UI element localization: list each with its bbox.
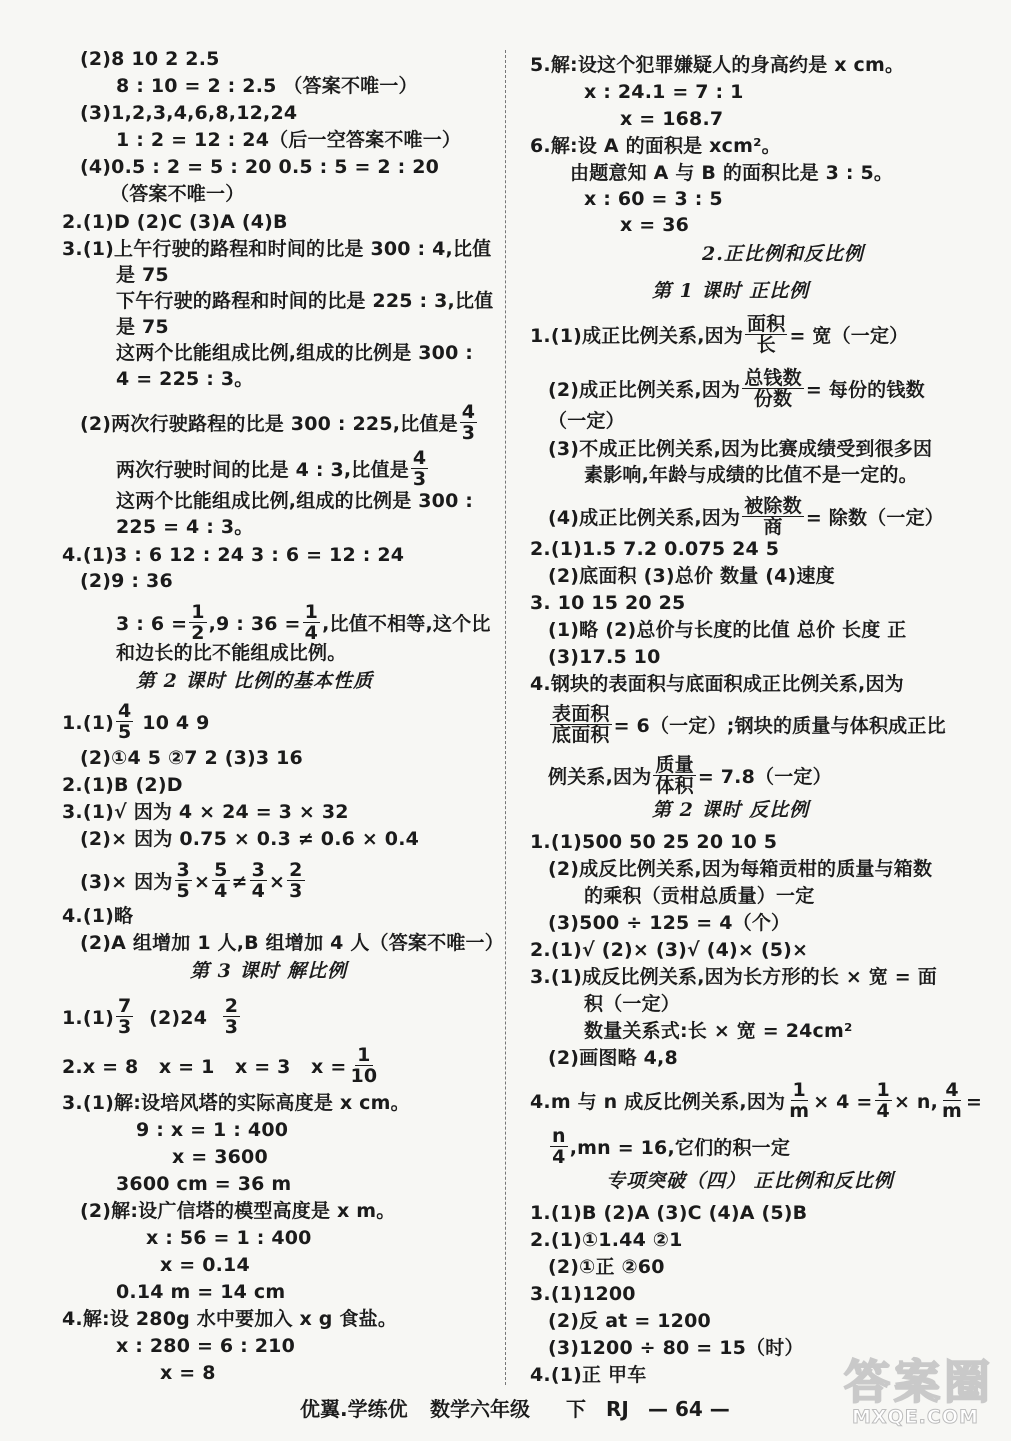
answer-line: 0.14 m = 14 cm xyxy=(116,1281,286,1303)
answer-line: 1 : 2 = 12 : 24（后一空答案不唯一） xyxy=(116,129,462,151)
numerator: 2 xyxy=(289,859,303,881)
answer-line: x : 280 = 6 : 210 xyxy=(116,1335,296,1357)
text: = 7.8（一定） xyxy=(697,766,832,788)
footer-edition: RJ xyxy=(606,1397,629,1421)
fraction xyxy=(223,996,240,1037)
answer-line: 8 : 10 = 2 : 2.5 （答案不唯一） xyxy=(116,75,418,97)
answer-line: 3.(1)成反比例关系,因为长方形的长 × 宽 = 面 xyxy=(530,966,937,988)
denominator: 长 xyxy=(756,334,776,356)
answer-line: x = 168.7 xyxy=(620,108,724,130)
denominator: 5 xyxy=(118,721,132,743)
answer-line: 6.解:设 A 的面积是 xcm²。 xyxy=(530,135,781,157)
denominator: 3 xyxy=(412,468,427,490)
answer-line: 数量关系式:长 × 宽 = 24cm² xyxy=(584,1020,853,1042)
answer-line-fraction xyxy=(116,601,491,645)
denominator: 3 xyxy=(289,880,303,902)
denominator: 底面积 xyxy=(552,724,610,746)
numerator: 1 xyxy=(304,601,319,623)
answer-line: 3600 cm = 36 m xyxy=(116,1173,292,1195)
answer-line: (2)9 : 36 xyxy=(80,570,173,592)
answer-line: （答案不唯一） xyxy=(110,183,245,205)
answer-line-fraction xyxy=(548,703,946,747)
fraction xyxy=(250,860,267,901)
answer-line: 这两个比能组成比例,组成的比例是 300 : xyxy=(116,342,474,364)
numerator: 面积 xyxy=(747,313,786,335)
answer-line-fraction xyxy=(548,1125,791,1169)
answer-line: (3)17.5 10 xyxy=(548,646,661,668)
answer-line-fraction xyxy=(62,700,210,744)
text: 10 4 9 xyxy=(135,712,210,734)
column-divider xyxy=(505,50,506,1385)
chapter-heading: 2.正比例和反比例 xyxy=(702,243,864,265)
fraction xyxy=(348,1045,379,1086)
answer-line: 2.(1)√ (2)× (3)√ (4)× (5)× xyxy=(530,939,809,961)
fraction xyxy=(212,860,229,901)
times-operator: × xyxy=(193,871,211,893)
fraction xyxy=(787,1080,811,1121)
answer-line-fraction xyxy=(62,995,242,1039)
fraction xyxy=(940,1080,964,1121)
answer-line: 4.(1)3 : 6 12 : 24 3 : 6 = 12 : 24 xyxy=(62,544,405,566)
section-heading: 第 3 课时 解比例 xyxy=(190,960,348,982)
answer-line: 2.(1)B (2)D xyxy=(62,774,183,796)
answer-line: 3. 10 15 20 25 xyxy=(530,592,686,614)
answer-line: 素影响,年龄与成绩的比值不是一定的。 xyxy=(584,464,918,486)
fraction xyxy=(287,860,304,901)
answer-line: (2)8 10 2 2.5 xyxy=(80,48,220,70)
answer-line: 3.(1)1200 xyxy=(530,1283,636,1305)
text: ,9 : 36 = xyxy=(208,613,301,635)
answer-line: 4.(1)略 xyxy=(62,905,134,927)
fraction xyxy=(550,1126,568,1167)
answer-line: (2)①4 5 ②7 2 (3)3 16 xyxy=(80,747,303,769)
text: 4.m 与 n 成反比例关系,因为 xyxy=(530,1091,786,1113)
answer-line: (2)× 因为 0.75 × 0.3 ≠ 0.6 × 0.4 xyxy=(80,828,420,850)
answer-line: （一定） xyxy=(548,410,625,432)
text: (3)× 因为 xyxy=(80,871,173,893)
denominator: 商 xyxy=(763,516,783,538)
text: 两次行驶时间的比是 4 : 3,比值是 xyxy=(116,459,409,481)
answer-line: 和边长的比不能组成比例。 xyxy=(116,642,347,664)
numerator: 被除数 xyxy=(744,495,802,517)
answer-line: (3)1200 ÷ 80 = 15（时） xyxy=(548,1337,804,1359)
answer-line-fraction xyxy=(530,313,909,357)
answer-line: 4.(1)正 甲车 xyxy=(530,1364,647,1386)
answer-line: 9 : x = 1 : 400 xyxy=(136,1119,289,1141)
numerator: 4 xyxy=(461,401,476,423)
denominator: 4 xyxy=(251,880,266,902)
text: × n, xyxy=(893,1091,939,1113)
denominator: 4 xyxy=(214,880,228,902)
denominator: 5 xyxy=(176,880,190,902)
text: 3 : 6 = xyxy=(116,613,188,635)
answer-line-fraction xyxy=(80,859,307,903)
answer-line: (2)画图略 4,8 xyxy=(548,1047,678,1069)
text: = 6（一定）;钢块的质量与体积成正比 xyxy=(613,715,946,737)
answer-line: (2)反 at = 1200 xyxy=(548,1310,711,1332)
text: ,mn = 16,它们的积一定 xyxy=(569,1137,791,1159)
answer-line: 是 75 xyxy=(116,316,169,338)
answer-line: (2)解:设广信塔的模型高度是 x m。 xyxy=(80,1200,396,1222)
answer-line: 1.(1)500 50 25 20 10 5 xyxy=(530,831,778,853)
fraction xyxy=(116,701,133,742)
answer-line: 下午行驶的路程和时间的比是 225 : 3,比值 xyxy=(116,290,494,312)
text: 1.(1) xyxy=(62,712,115,734)
fraction xyxy=(653,755,695,796)
text: (2)24 xyxy=(135,1007,221,1029)
denominator: m xyxy=(942,1100,963,1122)
fraction xyxy=(745,314,787,355)
not-equal-operator: ≠ xyxy=(231,871,248,893)
denominator: 4 xyxy=(552,1146,566,1168)
numerator: 4 xyxy=(412,447,427,469)
section-heading: 第 2 课时 比例的基本性质 xyxy=(136,670,374,692)
text: (2)两次行驶路程的比是 300 : 225,比值是 xyxy=(80,413,458,435)
numerator: 3 xyxy=(176,859,190,881)
answer-line: 2.(1)①1.44 ②1 xyxy=(530,1229,683,1251)
denominator: 份数 xyxy=(753,388,793,410)
answer-line: (2)A 组增加 1 人,B 组增加 4 人（答案不唯一） xyxy=(80,932,504,954)
watermark-text: 答案圈 xyxy=(844,1355,994,1409)
text: 1.(1)成正比例关系,因为 xyxy=(530,325,744,347)
answer-line: (1)略 (2)总价与长度的比值 总价 长度 正 xyxy=(548,619,907,641)
answer-line: 4 = 225 : 3。 xyxy=(116,368,254,390)
numerator: 5 xyxy=(214,859,228,881)
fraction xyxy=(550,704,612,745)
answer-line: x = 36 xyxy=(620,214,690,236)
text: (4)成正比例关系,因为 xyxy=(548,507,741,529)
denominator: 10 xyxy=(350,1065,378,1087)
answer-line: (3)500 ÷ 125 = 4（个） xyxy=(548,912,791,934)
answer-line: 4.解:设 280g 水中要加入 x g 食盐。 xyxy=(62,1308,398,1330)
answer-line: 3.(1)上午行驶的路程和时间的比是 300 : 4,比值 xyxy=(62,238,492,260)
answer-line: (2)底面积 (3)总价 数量 (4)速度 xyxy=(548,565,835,587)
answer-line: x = 0.14 xyxy=(160,1254,250,1276)
answer-line: 3.(1)解:设培风塔的实际高度是 x cm。 xyxy=(62,1092,410,1114)
fraction xyxy=(460,402,477,443)
answer-line: 225 = 4 : 3。 xyxy=(116,516,254,538)
answer-line: 这两个比能组成比例,组成的比例是 300 : xyxy=(116,490,474,512)
text: ,比值不相等,这个比 xyxy=(322,613,491,635)
numerator: 1 xyxy=(191,601,205,623)
fraction xyxy=(303,602,320,643)
footer-volume: 下 xyxy=(566,1397,586,1421)
fraction xyxy=(175,860,192,901)
answer-line: (3)1,2,3,4,6,8,12,24 xyxy=(80,102,298,124)
text: × 4 = xyxy=(813,1091,873,1113)
answer-line: 2.(1)1.5 7.2 0.075 24 5 xyxy=(530,538,780,560)
fraction xyxy=(411,448,428,489)
fraction xyxy=(116,996,133,1037)
answer-line: 2.(1)D (2)C (3)A (4)B xyxy=(62,211,288,233)
section-heading: 专项突破（四） 正比例和反比例 xyxy=(606,1170,894,1192)
answer-line-fraction xyxy=(116,447,430,491)
denominator: m xyxy=(789,1100,810,1122)
answer-line: 是 75 xyxy=(116,264,169,286)
text: = 宽（一定） xyxy=(789,325,909,347)
answer-line: (2)成反比例关系,因为每箱贡柑的质量与箱数 xyxy=(548,858,933,880)
numerator: n xyxy=(552,1125,566,1147)
watermark-url: MXQE.COM xyxy=(852,1406,979,1428)
numerator: 质量 xyxy=(655,754,694,776)
text: = 除数（一定） xyxy=(805,507,944,529)
answer-line: x : 56 = 1 : 400 xyxy=(146,1227,312,1249)
answer-line: x : 60 = 3 : 5 xyxy=(584,188,723,210)
numerator: 4 xyxy=(118,700,132,722)
numerator: 1 xyxy=(357,1044,371,1066)
answer-line: x = 8 xyxy=(160,1362,216,1384)
fraction xyxy=(189,602,206,643)
section-heading: 第 1 课时 正比例 xyxy=(652,280,810,302)
answer-line-fraction xyxy=(548,367,925,411)
page-number: — 64 — xyxy=(648,1397,730,1421)
numerator: 3 xyxy=(251,859,266,881)
denominator: 体积 xyxy=(655,775,694,797)
text: 1.(1) xyxy=(62,1007,115,1029)
section-heading: 第 2 课时 反比例 xyxy=(652,799,810,821)
answer-line: (3)不成正比例关系,因为比赛成绩受到很多因 xyxy=(548,438,933,460)
denominator: 3 xyxy=(461,422,476,444)
answer-line: 4.钢块的表面积与底面积成正比例关系,因为 xyxy=(530,673,904,695)
answer-line-fraction xyxy=(548,754,832,798)
numerator: 7 xyxy=(118,995,132,1017)
numerator: 4 xyxy=(945,1079,959,1101)
numerator: 1 xyxy=(792,1079,806,1101)
text: 2.x = 8 x = 1 x = 3 x = xyxy=(62,1056,347,1078)
denominator: 3 xyxy=(118,1016,132,1038)
answer-line-fraction xyxy=(530,1079,983,1123)
answer-line-fraction xyxy=(548,495,944,539)
text: (2)成正比例关系,因为 xyxy=(548,379,741,401)
footer-brand: 优翼.学练优 xyxy=(300,1397,408,1421)
answer-line: 的乘积（贡柑总质量）一定 xyxy=(584,885,815,907)
fraction xyxy=(742,368,804,409)
answer-line: 5.解:设这个犯罪嫌疑人的身高约是 x cm。 xyxy=(530,54,905,76)
answer-line: x : 24.1 = 7 : 1 xyxy=(584,81,744,103)
times-operator: × xyxy=(269,871,286,893)
watermark-logo xyxy=(838,1338,1004,1436)
denominator: 3 xyxy=(224,1016,239,1038)
fraction xyxy=(742,496,804,537)
text: = 每份的钱数 xyxy=(805,379,925,401)
footer-subject: 数学六年级 xyxy=(430,1397,530,1421)
numerator: 1 xyxy=(876,1079,890,1101)
answer-line: 1.(1)B (2)A (3)C (4)A (5)B xyxy=(530,1202,808,1224)
answer-line: 3.(1)√ 因为 4 × 24 = 3 × 32 xyxy=(62,801,349,823)
text: = xyxy=(966,1091,983,1113)
numerator: 表面积 xyxy=(552,703,610,725)
denominator: 4 xyxy=(876,1100,890,1122)
answer-line-fraction xyxy=(80,401,479,445)
answer-line: 由题意知 A 与 B 的面积比是 3 : 5。 xyxy=(570,162,894,184)
answer-line: 积（一定） xyxy=(584,993,681,1015)
denominator: 2 xyxy=(191,622,205,644)
fraction xyxy=(875,1080,892,1121)
answer-line: (4)0.5 : 2 = 5 : 20 0.5 : 5 = 2 : 20 xyxy=(80,156,440,178)
answer-line: (2)①正 ②60 xyxy=(548,1256,665,1278)
answer-line: x = 3600 xyxy=(172,1146,268,1168)
numerator: 总钱数 xyxy=(744,367,802,389)
numerator: 2 xyxy=(224,995,239,1017)
denominator: 4 xyxy=(304,622,319,644)
answer-line-fraction xyxy=(62,1044,381,1088)
text: 例关系,因为 xyxy=(548,766,652,788)
